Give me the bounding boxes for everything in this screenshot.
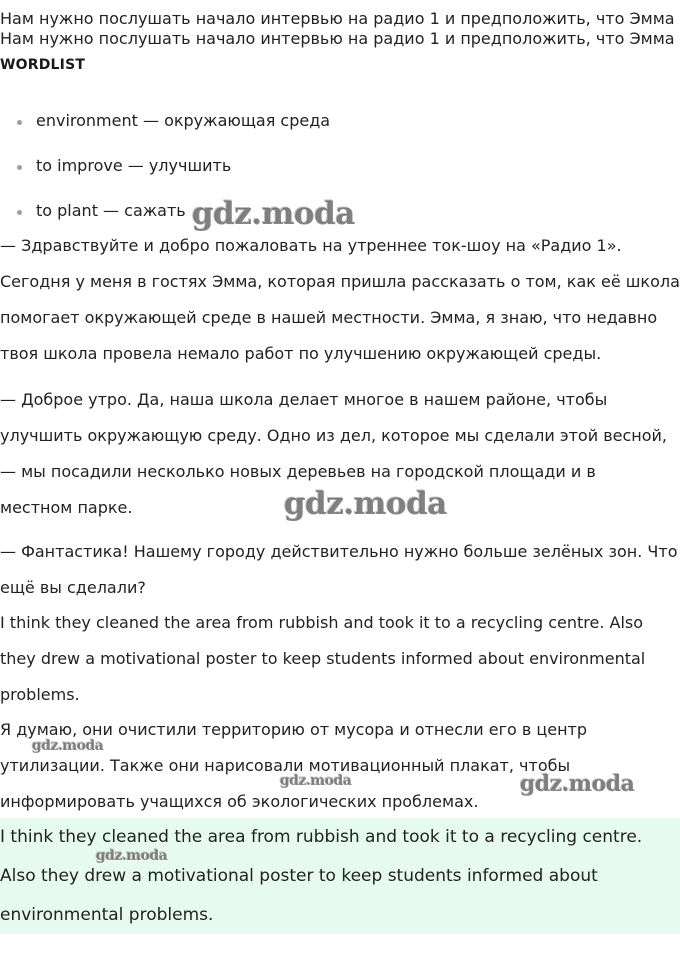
list-item: environment — окружающая среда — [0, 106, 330, 151]
russian-answer: Я думаю, они очистили территорию от мусора и отнесли его в центр утилизации. Также они нарисовали мотивационный плакат, чтобы информировать учащихся об экологических проблемах. — [0, 720, 588, 811]
watermark: gdz.moda — [96, 848, 168, 864]
watermark: gdz.moda — [32, 738, 104, 754]
dialogue-paragraph-1: — Здравствуйте и добро пожаловать на утреннее ток-шоу на «Радио 1». Сегодня у меня в гостях Эмма, которая пришла рассказать о том, как её школа помогает окружающей среде в нашей местности. Эмма, я знаю, что недавно твоя школа провела немало работ по улучшению окружающей среды. — [0, 236, 680, 363]
watermark: gdz.moda — [520, 771, 635, 797]
highlighted-answer: I think they cleaned the area from rubbish and took it to a recycling centre. Also they drew a motivational poster to keep students informed about environmental problems. — [0, 818, 680, 934]
bullet-icon — [17, 120, 22, 125]
english-answer: I think they cleaned the area from rubbish and took it to a recycling centre. Also they drew a motivational poster to keep students informed about environmental problems. — [0, 613, 646, 704]
watermark: gdz.moda — [192, 196, 355, 232]
bullet-icon — [17, 210, 22, 215]
dialogue-paragraph-3: — Фантастика! Нашему городу действительно нужно больше зелёных зон. Что ещё вы сделали? — [0, 542, 678, 597]
wordlist-title: WORDLIST — [0, 57, 86, 73]
watermark: gdz.moda — [284, 486, 447, 522]
bullet-icon — [17, 165, 22, 170]
intro-text-cut-line: Нам нужно послушать начало интервью на радио 1 и предположить, что Эмма — [0, 29, 675, 48]
dialogue-paragraph-2: — Доброе утро. Да, наша школа делает многое в нашем районе, чтобы улучшить окружающую среду. Одно из дел, которое мы сделали этой весной, — мы посадили несколько новых деревьев на городской площади и в местном парке. — [0, 390, 667, 517]
watermark: gdz.moda — [280, 773, 352, 789]
intro-text: Нам нужно послушать начало интервью на радио 1 и предположить, что Эмма — [0, 9, 675, 28]
list-item: to improve — улучшить — [0, 151, 330, 196]
list-item: to plant — сажать — [0, 196, 330, 241]
